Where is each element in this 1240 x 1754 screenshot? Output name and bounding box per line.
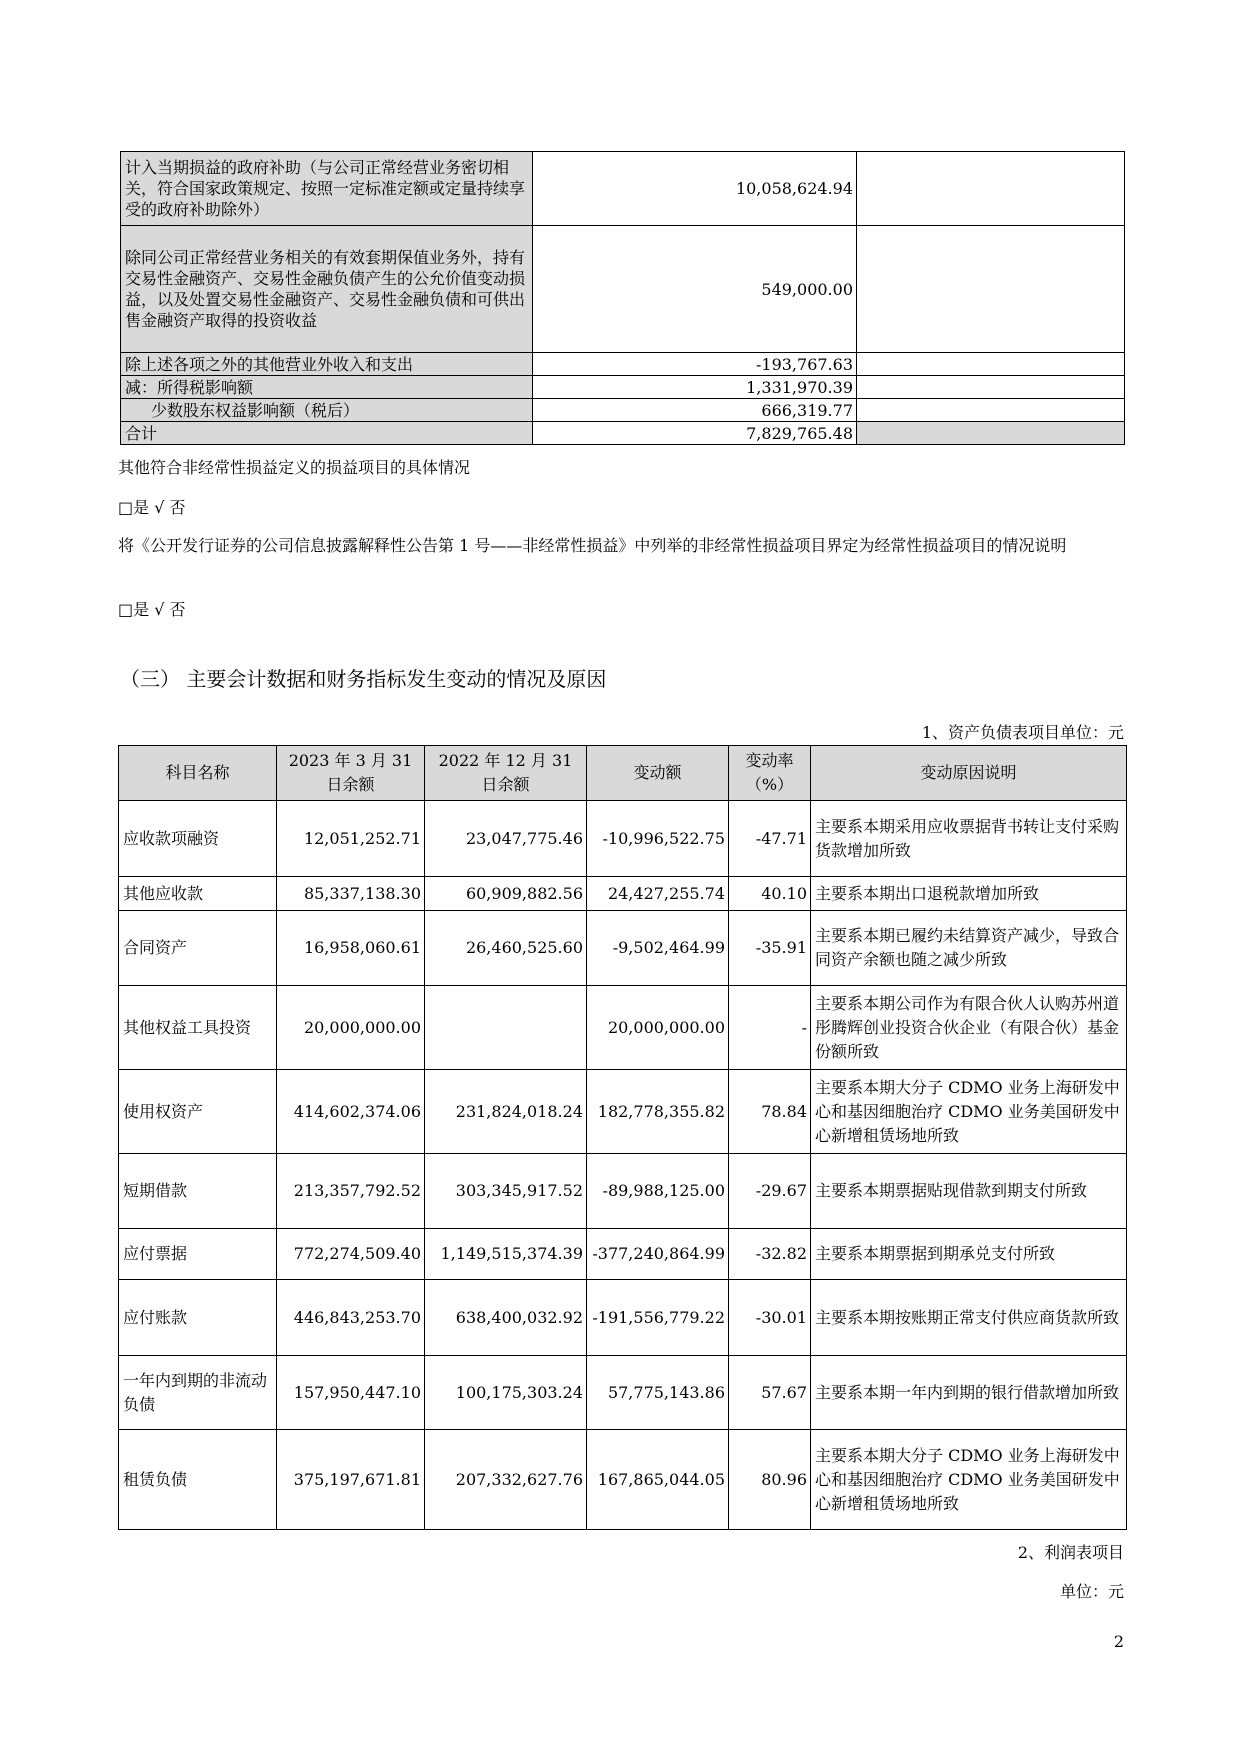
change-rate: -35.91 <box>729 911 811 986</box>
item-cell: 少数股东权益影响额（税后） <box>121 399 533 422</box>
change-rate: 57.67 <box>729 1356 811 1430</box>
previous-balance: 207,332,627.76 <box>425 1430 587 1530</box>
item-cell: 合计 <box>121 422 533 445</box>
note-cell <box>857 399 1125 422</box>
header-current: 2023 年 3 月 31 日余额 <box>277 746 425 801</box>
amount-cell: 10,058,624.94 <box>533 152 857 226</box>
change-reason: 主要系本期一年内到期的银行借款增加所致 <box>811 1356 1127 1430</box>
item-cell: 除同公司正常经营业务相关的有效套期保值业务外，持有交易性金融资产、交易性金融负债产生的公允价值变动损益，以及处置交易性金融资产、交易性金融负债和可供出售金融资产取得的投资收益 <box>121 226 533 353</box>
account-name: 一年内到期的非流动负债 <box>119 1356 277 1430</box>
header-rate: 变动率（%） <box>729 746 811 801</box>
amount-cell: 549,000.00 <box>533 226 857 353</box>
change-reason: 主要系本期按账期正常支付供应商货款所致 <box>811 1280 1127 1356</box>
table-row <box>119 1430 1127 1530</box>
table-row <box>121 152 1125 226</box>
amount-cell: -193,767.63 <box>533 353 857 376</box>
checkbox-line-1: □是 √ 否 <box>118 498 186 517</box>
change-amount: 167,865,044.05 <box>587 1430 729 1530</box>
account-name: 使用权资产 <box>119 1070 277 1154</box>
page-number: 2 <box>1113 1632 1124 1651</box>
current-balance: 16,958,060.61 <box>277 911 425 986</box>
account-name: 短期借款 <box>119 1154 277 1229</box>
change-amount: -10,996,522.75 <box>587 801 729 877</box>
change-rate: 40.10 <box>729 877 811 911</box>
previous-balance: 303,345,917.52 <box>425 1154 587 1229</box>
reclassification-paragraph: 将《公开发行证券的公司信息披露解释性公告第 1 号——非经常性损益》中列举的非经常性损益项目界定为经常性损益项目的情况说明 <box>118 536 1067 555</box>
previous-balance: 60,909,882.56 <box>425 877 587 911</box>
current-balance: 375,197,671.81 <box>277 1430 425 1530</box>
previous-balance <box>425 986 587 1070</box>
change-amount: -377,240,864.99 <box>587 1229 729 1280</box>
table-row <box>121 353 1125 376</box>
table-row <box>119 877 1127 911</box>
balance-sheet-table <box>118 745 1127 1530</box>
change-reason: 主要系本期公司作为有限合伙人认购苏州道彤腾辉创业投资合伙企业（有限合伙）基金份额所致 <box>811 986 1127 1070</box>
balance-caption: 1、资产负债表项目单位：元 <box>921 723 1124 742</box>
current-balance: 85,337,138.30 <box>277 877 425 911</box>
previous-balance: 23,047,775.46 <box>425 801 587 877</box>
header-reason: 变动原因说明 <box>811 746 1127 801</box>
current-balance: 157,950,447.10 <box>277 1356 425 1430</box>
item-cell: 除上述各项之外的其他营业外收入和支出 <box>121 353 533 376</box>
previous-balance: 231,824,018.24 <box>425 1070 587 1154</box>
previous-balance: 26,460,525.60 <box>425 911 587 986</box>
table-row <box>119 1280 1127 1356</box>
current-balance: 772,274,509.40 <box>277 1229 425 1280</box>
change-rate: -32.82 <box>729 1229 811 1280</box>
note-cell <box>857 376 1125 399</box>
current-balance: 12,051,252.71 <box>277 801 425 877</box>
header-change: 变动额 <box>587 746 729 801</box>
table-row <box>121 376 1125 399</box>
header-row <box>119 746 1127 801</box>
previous-balance: 1,149,515,374.39 <box>425 1229 587 1280</box>
change-rate: -30.01 <box>729 1280 811 1356</box>
checkbox-line-2: □是 √ 否 <box>118 600 186 619</box>
note-cell <box>857 226 1125 353</box>
current-balance: 20,000,000.00 <box>277 986 425 1070</box>
change-amount: -89,988,125.00 <box>587 1154 729 1229</box>
account-name: 合同资产 <box>119 911 277 986</box>
change-rate: -29.67 <box>729 1154 811 1229</box>
change-reason: 主要系本期票据贴现借款到期支付所致 <box>811 1154 1127 1229</box>
note-cell <box>857 353 1125 376</box>
account-name: 应收款项融资 <box>119 801 277 877</box>
change-amount: 24,427,255.74 <box>587 877 729 911</box>
change-amount: 182,778,355.82 <box>587 1070 729 1154</box>
change-rate: - <box>729 986 811 1070</box>
table-row <box>119 986 1127 1070</box>
change-rate: 78.84 <box>729 1070 811 1154</box>
change-reason: 主要系本期已履约未结算资产减少，导致合同资产余额也随之减少所致 <box>811 911 1127 986</box>
change-rate: 80.96 <box>729 1430 811 1530</box>
current-balance: 446,843,253.70 <box>277 1280 425 1356</box>
table-row <box>119 801 1127 877</box>
previous-balance: 638,400,032.92 <box>425 1280 587 1356</box>
item-cell: 计入当期损益的政府补助（与公司正常经营业务密切相关，符合国家政策规定、按照一定标准定额或定量持续享受的政府补助除外） <box>121 152 533 226</box>
table-row <box>121 226 1125 353</box>
table-row <box>119 1356 1127 1430</box>
change-rate: -47.71 <box>729 801 811 877</box>
change-amount: 57,775,143.86 <box>587 1356 729 1430</box>
account-name: 租赁负债 <box>119 1430 277 1530</box>
table-row <box>119 1070 1127 1154</box>
table-row <box>119 911 1127 986</box>
note-cell <box>857 152 1125 226</box>
nonrecurring-table <box>120 151 1125 445</box>
account-name: 其他应收款 <box>119 877 277 911</box>
item-cell: 减：所得税影响额 <box>121 376 533 399</box>
table-row <box>121 399 1125 422</box>
amount-cell: 666,319.77 <box>533 399 857 422</box>
amount-cell: 1,331,970.39 <box>533 376 857 399</box>
account-name: 应付账款 <box>119 1280 277 1356</box>
change-reason: 主要系本期大分子 CDMO 业务上海研发中心和基因细胞治疗 CDMO 业务美国研发中心新增租赁场地所致 <box>811 1430 1127 1530</box>
current-balance: 414,602,374.06 <box>277 1070 425 1154</box>
section-title: （三） 主要会计数据和财务指标发生变动的情况及原因 <box>120 667 607 691</box>
note-cell <box>857 422 1125 445</box>
income-caption: 2、利润表项目 <box>1017 1543 1124 1562</box>
change-reason: 主要系本期大分子 CDMO 业务上海研发中心和基因细胞治疗 CDMO 业务美国研发中心新增租赁场地所致 <box>811 1070 1127 1154</box>
change-reason: 主要系本期出口退税款增加所致 <box>811 877 1127 911</box>
amount-cell: 7,829,765.48 <box>533 422 857 445</box>
header-previous: 2022 年 12 月 31 日余额 <box>425 746 587 801</box>
account-name: 其他权益工具投资 <box>119 986 277 1070</box>
change-amount: 20,000,000.00 <box>587 986 729 1070</box>
change-reason: 主要系本期采用应收票据背书转让支付采购货款增加所致 <box>811 801 1127 877</box>
header-name: 科目名称 <box>119 746 277 801</box>
change-amount: -9,502,464.99 <box>587 911 729 986</box>
unit-caption: 单位：元 <box>1059 1582 1124 1601</box>
account-name: 应付票据 <box>119 1229 277 1280</box>
table-row <box>119 1154 1127 1229</box>
table-row <box>119 1229 1127 1280</box>
change-reason: 主要系本期票据到期承兑支付所致 <box>811 1229 1127 1280</box>
change-amount: -191,556,779.22 <box>587 1280 729 1356</box>
previous-balance: 100,175,303.24 <box>425 1356 587 1430</box>
current-balance: 213,357,792.52 <box>277 1154 425 1229</box>
table-row <box>121 422 1125 445</box>
other-items-paragraph: 其他符合非经常性损益定义的损益项目的具体情况 <box>118 458 471 477</box>
